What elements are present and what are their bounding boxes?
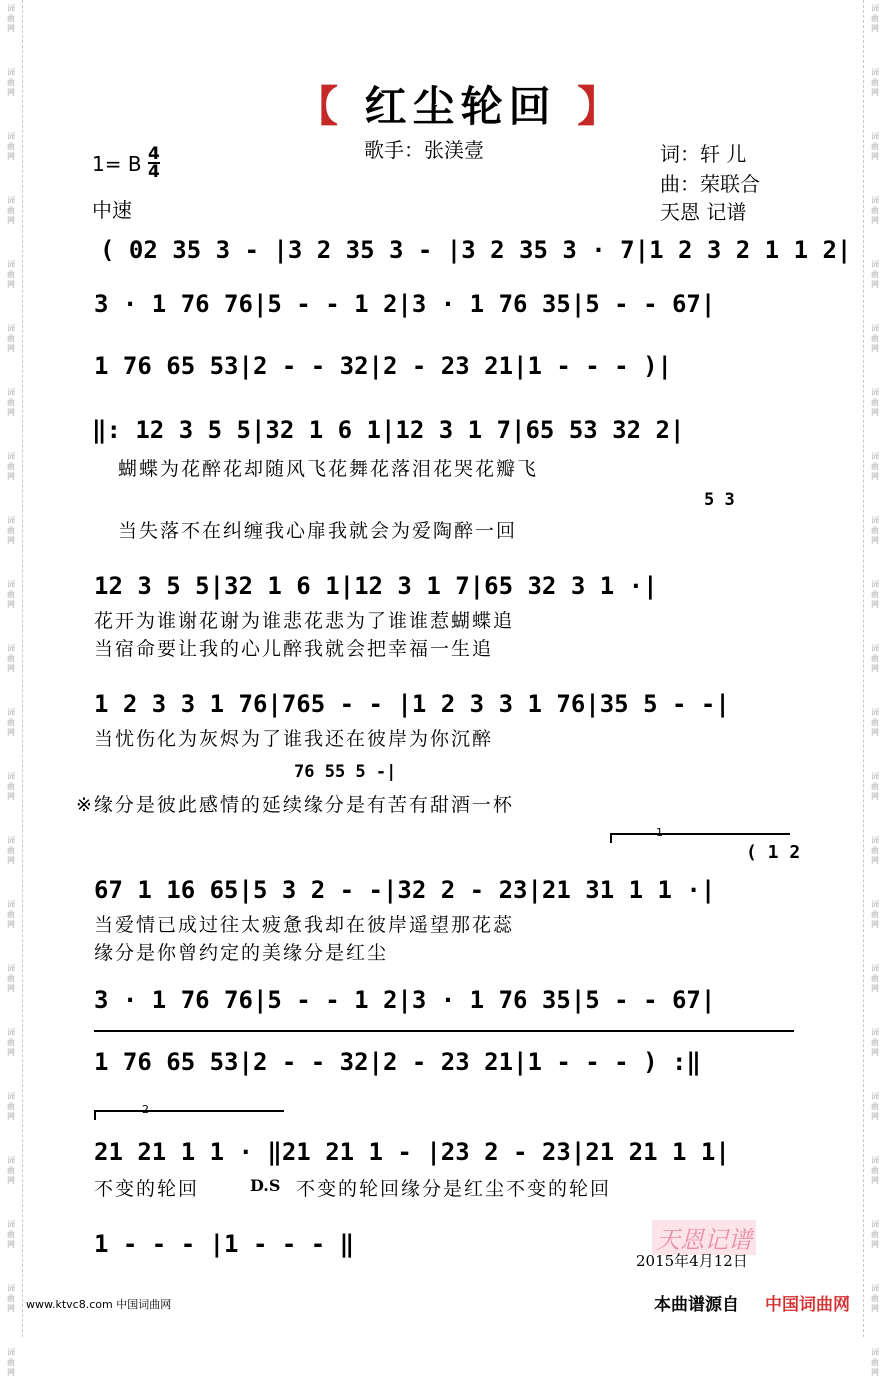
watermark-char: 词 [871, 452, 879, 461]
watermark-char: 曲 [7, 1230, 15, 1239]
watermark-char: 词 [7, 68, 15, 77]
watermark-cell [7, 4, 15, 34]
watermark-char: 网 [7, 792, 15, 801]
song-title [296, 74, 625, 134]
watermark-char: 词 [871, 900, 879, 909]
inset-notes: 5 3 [704, 490, 735, 510]
watermark-char: 曲 [871, 206, 879, 215]
watermark-char: 曲 [7, 782, 15, 791]
watermark-char: 网 [871, 1176, 879, 1185]
watermark-char: 曲 [871, 1294, 879, 1303]
watermark-cell [7, 1028, 15, 1058]
watermark-char: 曲 [7, 1038, 15, 1047]
watermark-char: 词 [7, 132, 15, 141]
watermark-cell [7, 516, 15, 546]
watermark-char: 词 [7, 1156, 15, 1165]
watermark-char: 曲 [871, 14, 879, 23]
pickup-notes: ( 1 2 [746, 842, 801, 863]
watermark-cell [7, 1348, 15, 1378]
score-row: ( 02 35 3 - |3 2 35 3 - |3 2 35 3 · 7|1 2 3 2 1 1 2| [100, 236, 852, 264]
watermark-cell [7, 1284, 15, 1314]
watermark-char: 曲 [7, 654, 15, 663]
watermark-char: 词 [871, 580, 879, 589]
watermark-cell [7, 836, 15, 866]
watermark-char: 网 [871, 1368, 879, 1377]
watermark-cell [7, 260, 15, 290]
watermark-cell [7, 324, 15, 354]
score-row: 1 76 65 53|2 - - 32|2 - 23 21|1 - - - ) :‖ [94, 1048, 701, 1076]
watermark-char: 网 [7, 1240, 15, 1249]
watermark-char: 词 [7, 516, 15, 525]
watermark-char: 网 [871, 24, 879, 33]
watermark-char: 网 [7, 472, 15, 481]
watermark-cell [7, 132, 15, 162]
watermark-char: 词 [7, 708, 15, 717]
watermark-char: 词 [871, 708, 879, 717]
watermark-cell [871, 4, 879, 34]
watermark-cell [7, 196, 15, 226]
watermark-char: 词 [871, 196, 879, 205]
watermark-char: 网 [871, 984, 879, 993]
watermark-char: 曲 [871, 462, 879, 471]
watermark-char: 曲 [7, 718, 15, 727]
score-row: 1 76 65 53|2 - - 32|2 - 23 21|1 - - - )| [94, 352, 672, 380]
watermark-cell [7, 1092, 15, 1122]
watermark-char: 曲 [871, 654, 879, 663]
watermark-char: 词 [871, 1028, 879, 1037]
watermark-char: 词 [871, 388, 879, 397]
watermark-cell [871, 900, 879, 930]
watermark-char: 网 [871, 216, 879, 225]
watermark-char: 词 [7, 1220, 15, 1229]
watermark-char: 曲 [7, 334, 15, 343]
time-signature [148, 146, 160, 180]
lyric-line: 花开为谁谢花谢为谁悲花悲为了谁谁惹蝴蝶追 [94, 610, 515, 632]
lyric-line: 当忧伤化为灰烬为了谁我还在彼岸为你沉醉 [94, 728, 494, 750]
volta-1-hook [610, 833, 612, 843]
watermark-char: 网 [871, 344, 879, 353]
score-row: 3 · 1 76 76|5 - - 1 2|3 · 1 76 35|5 - - 67| [94, 290, 716, 318]
score-row: 3 · 1 76 76|5 - - 1 2|3 · 1 76 35|5 - - 67| [94, 986, 716, 1014]
composer: 曲：荣联合 [660, 172, 760, 196]
watermark-char: 网 [871, 600, 879, 609]
volta-2-bracket [94, 1110, 284, 1112]
watermark-char: 网 [7, 728, 15, 737]
watermark-char: 词 [7, 388, 15, 397]
watermark-char: 网 [871, 1112, 879, 1121]
watermark-char: 网 [871, 152, 879, 161]
time-top: 4 [148, 144, 160, 164]
footer-site-link[interactable]: www.ktvc8.com 中国词曲网 [26, 1298, 172, 1311]
watermark-char: 词 [7, 1092, 15, 1101]
watermark-char: 网 [871, 1048, 879, 1057]
watermark-cell [871, 324, 879, 354]
watermark-char: 网 [871, 88, 879, 97]
watermark-char: 网 [871, 920, 879, 929]
watermark-char: 曲 [7, 590, 15, 599]
watermark-cell [871, 132, 879, 162]
watermark-char: 词 [871, 1220, 879, 1229]
title-text: 红尘轮回 [364, 82, 557, 131]
watermark-char: 曲 [871, 974, 879, 983]
watermark-cell [7, 1156, 15, 1186]
watermark-char: 曲 [871, 270, 879, 279]
watermark-char: 曲 [7, 1294, 15, 1303]
watermark-char: 曲 [871, 846, 879, 855]
score-row: 21 21 1 1 · ‖21 21 1 - |23 2 - 23|21 21 1 1| [94, 1138, 730, 1166]
watermark-cell [871, 580, 879, 610]
watermark-cell [871, 964, 879, 994]
watermark-char: 词 [7, 580, 15, 589]
watermark-char: 曲 [871, 782, 879, 791]
watermark-char: 词 [7, 900, 15, 909]
watermark-cell [7, 772, 15, 802]
watermark-char: 曲 [7, 974, 15, 983]
score-row: 67 1 16 65|5 3 2 - -|32 2 - 23|21 31 1 1 ·| [94, 876, 716, 904]
watermark-char: 词 [7, 4, 15, 13]
watermark-char: 网 [7, 24, 15, 33]
lyric-line: 蝴蝶为花醉花却随风飞花舞花落泪花哭花瓣飞 [118, 458, 539, 480]
watermark-char: 词 [871, 260, 879, 269]
footer-site-name[interactable]: 中国词曲网 [765, 1295, 850, 1315]
watermark-cell [7, 708, 15, 738]
watermark-char: 曲 [7, 270, 15, 279]
watermark-cell [871, 196, 879, 226]
time-bottom: 4 [148, 162, 160, 182]
watermark-char: 曲 [871, 1166, 879, 1175]
watermark-char: 网 [871, 280, 879, 289]
watermark-cell [7, 68, 15, 98]
score-row: 12 3 5 5|32 1 6 1|12 3 1 7|65 32 3 1 ·| [94, 572, 658, 600]
watermark-char: 网 [871, 536, 879, 545]
title-bracket-open: 【 [296, 82, 345, 131]
watermark-cell [871, 836, 879, 866]
inset-notes: 76 55 5 -| [294, 762, 397, 782]
watermark-char: 网 [871, 856, 879, 865]
watermark-char: 网 [7, 88, 15, 97]
watermark-char: 网 [7, 1368, 15, 1377]
watermark-char: 网 [871, 408, 879, 417]
watermark-cell [7, 964, 15, 994]
lyric-line: 不变的轮回 [94, 1178, 200, 1200]
watermark-char: 词 [7, 260, 15, 269]
watermark-char: 词 [7, 1028, 15, 1037]
lyric-line: 当爱情已成过往太疲惫我却在彼岸遥望那花蕊 [94, 914, 515, 936]
volta-1-bracket [610, 833, 790, 835]
watermark-char: 曲 [871, 398, 879, 407]
watermark-char: 网 [7, 664, 15, 673]
lyric-line: 当宿命要让我的心儿醉我就会把幸福一生追 [94, 638, 494, 660]
watermark-char: 词 [7, 1284, 15, 1293]
watermark-char: 词 [871, 1092, 879, 1101]
transcriber-stamp: 天恩记谱 [652, 1220, 756, 1255]
watermark-char: 网 [7, 1048, 15, 1057]
watermark-char: 网 [7, 856, 15, 865]
watermark-cell [871, 516, 879, 546]
transcriber: 天恩 记谱 [660, 200, 747, 224]
watermark-char: 词 [871, 644, 879, 653]
watermark-char: 词 [871, 1348, 879, 1357]
right-watermark-strip [863, 0, 886, 1377]
watermark-cell [7, 452, 15, 482]
watermark-char: 网 [7, 1304, 15, 1313]
tempo: 中速 [92, 198, 132, 222]
watermark-cell [871, 644, 879, 674]
watermark-char: 词 [7, 964, 15, 973]
watermark-char: 曲 [7, 846, 15, 855]
watermark-char: 词 [7, 196, 15, 205]
watermark-cell [871, 1348, 879, 1378]
watermark-char: 词 [7, 836, 15, 845]
score-row: 1 2 3 3 1 76|765 - - |1 2 3 3 1 76|35 5 - -| [94, 690, 730, 718]
lyric-line: ※缘分是彼此感情的延续缘分是有苦有甜酒一杯 [76, 794, 514, 816]
watermark-cell [871, 1092, 879, 1122]
watermark-cell [7, 900, 15, 930]
watermark-char: 曲 [7, 398, 15, 407]
watermark-char: 词 [7, 1348, 15, 1357]
lyric-line: 缘分是你曾约定的美缘分是红尘 [94, 942, 389, 964]
watermark-cell [871, 452, 879, 482]
watermark-char: 曲 [871, 1230, 879, 1239]
watermark-cell [871, 1156, 879, 1186]
watermark-char: 词 [7, 324, 15, 333]
watermark-char: 网 [7, 600, 15, 609]
watermark-char: 网 [871, 664, 879, 673]
watermark-char: 网 [7, 1112, 15, 1121]
watermark-char: 词 [871, 324, 879, 333]
lyricist: 词：轩 儿 [660, 142, 747, 166]
watermark-char: 网 [871, 1304, 879, 1313]
watermark-char: 曲 [7, 1102, 15, 1111]
watermark-char: 词 [871, 516, 879, 525]
watermark-char: 曲 [871, 334, 879, 343]
watermark-char: 网 [7, 216, 15, 225]
watermark-char: 网 [7, 920, 15, 929]
watermark-char: 网 [7, 152, 15, 161]
watermark-char: 词 [7, 772, 15, 781]
watermark-char: 网 [7, 1176, 15, 1185]
watermark-cell [871, 708, 879, 738]
watermark-cell [7, 1220, 15, 1250]
watermark-cell [871, 68, 879, 98]
watermark-char: 词 [871, 4, 879, 13]
date: 2015年4月12日 [636, 1252, 748, 1270]
watermark-char: 曲 [871, 526, 879, 535]
watermark-char: 网 [871, 472, 879, 481]
watermark-char: 网 [871, 792, 879, 801]
left-watermark-strip [0, 0, 23, 1377]
watermark-char: 曲 [871, 590, 879, 599]
watermark-char: 曲 [7, 142, 15, 151]
watermark-char: 曲 [871, 1038, 879, 1047]
score-row: 1 - - - |1 - - - ‖ [94, 1230, 355, 1258]
watermark-char: 网 [871, 1240, 879, 1249]
watermark-cell [7, 644, 15, 674]
watermark-char: 词 [871, 1156, 879, 1165]
watermark-char: 曲 [7, 462, 15, 471]
watermark-char: 词 [871, 68, 879, 77]
volta-2-hook [94, 1110, 96, 1120]
watermark-char: 曲 [7, 206, 15, 215]
lyric-line: 不变的轮回缘分是红尘不变的轮回 [296, 1178, 612, 1200]
watermark-char: 曲 [7, 1358, 15, 1367]
watermark-cell [871, 260, 879, 290]
watermark-char: 词 [871, 964, 879, 973]
watermark-char: 曲 [7, 526, 15, 535]
title-bracket-close: 】 [577, 82, 626, 131]
lyric-line: 当失落不在纠缠我心扉我就会为爱陶醉一回 [118, 520, 518, 542]
watermark-char: 网 [7, 408, 15, 417]
watermark-char: 词 [871, 836, 879, 845]
key-signature: 1= B [92, 152, 142, 176]
volta-1-number: 1 [656, 826, 663, 839]
watermark-char: 词 [871, 132, 879, 141]
watermark-char: 曲 [7, 14, 15, 23]
watermark-cell [7, 388, 15, 418]
watermark-char: 曲 [7, 910, 15, 919]
footer-source-label: 本曲谱源自 [654, 1295, 739, 1315]
watermark-char: 网 [7, 344, 15, 353]
watermark-char: 词 [871, 772, 879, 781]
watermark-char: 曲 [871, 142, 879, 151]
watermark-char: 曲 [871, 718, 879, 727]
watermark-char: 曲 [871, 910, 879, 919]
watermark-char: 网 [7, 536, 15, 545]
watermark-char: 曲 [7, 1166, 15, 1175]
watermark-char: 网 [7, 280, 15, 289]
watermark-char: 曲 [7, 78, 15, 87]
watermark-cell [871, 1028, 879, 1058]
watermark-char: 词 [7, 644, 15, 653]
watermark-char: 曲 [871, 1358, 879, 1367]
watermark-char: 词 [871, 1284, 879, 1293]
singer: 歌手：张渼壹 [364, 138, 484, 162]
repeat-bracket [94, 1030, 794, 1032]
volta-2-number: 2 [142, 1103, 149, 1116]
watermark-cell [871, 388, 879, 418]
watermark-cell [871, 1220, 879, 1250]
watermark-cell [871, 772, 879, 802]
watermark-char: 曲 [871, 1102, 879, 1111]
watermark-char: 网 [7, 984, 15, 993]
watermark-cell [7, 580, 15, 610]
watermark-char: 曲 [871, 78, 879, 87]
score-row: ‖: 12 3 5 5|32 1 6 1|12 3 1 7|65 53 32 2| [92, 416, 685, 444]
ds-marker: D.S [250, 1176, 281, 1195]
watermark-char: 网 [871, 728, 879, 737]
watermark-cell [871, 1284, 879, 1314]
watermark-char: 词 [7, 452, 15, 461]
